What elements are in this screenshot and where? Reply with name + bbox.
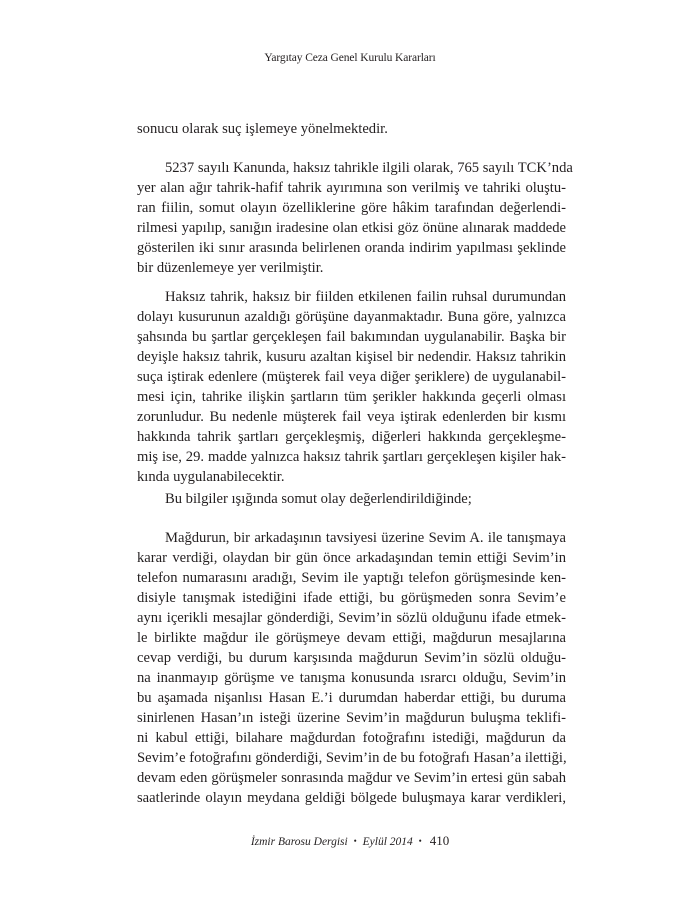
running-header: Yargıtay Ceza Genel Kurulu Kararları xyxy=(264,52,436,64)
text-line: gösterilen iki sınır arasında belirlenen oranda indirim yapılması şeklinde xyxy=(137,240,566,256)
text-line: karar verdiği, olaydan bir gün önce arkadaşından temin ettiği Sevim’in xyxy=(137,550,566,566)
text-line: sinirlenen Hasan’ın isteği üzerine Sevim’in mağdurun buluşma teklifi- xyxy=(137,710,566,726)
text-line: ran fiilin, somut olayın özelliklerine göre hâkim tarafından değerlendi- xyxy=(137,200,566,216)
text-line: na inanmayıp görüşme ve tanışma konusunda ısrarcı olduğu, Sevim’in xyxy=(137,670,566,686)
text-line: telefon numarasını aradığı, Sevim ile yaptığı telefon görüşmesinde ken- xyxy=(137,570,566,586)
text-line: şahsında bu şartlar gerçekleşen fail bakımından uygulanabilir. Başka bir xyxy=(137,329,566,345)
issue-date: Eylül 2014 xyxy=(362,836,413,848)
text-line: Mağdurun, bir arkadaşının tavsiyesi üzerine Sevim A. ile tanışmaya xyxy=(165,530,566,546)
text-line: kında uygulanabilecektir. xyxy=(137,469,285,485)
text-line: Sevim’e fotoğrafını gönderdiği, Sevim’in de bu fotoğrafı Hasan’a ilettiği, xyxy=(137,750,567,766)
text-line: 5237 sayılı Kanunda, haksız tahrikle ilgili olarak, 765 sayılı TCK’nda xyxy=(165,160,573,176)
separator-bullet: • xyxy=(418,836,422,846)
page-footer xyxy=(0,833,700,849)
text-line: zorunludur. Bu nedenle müşterek fail veya iştirak edenlerden bir kısmı xyxy=(137,409,566,425)
text-line: bir düzenlemeye yer verilmiştir. xyxy=(137,260,324,276)
text-line: suça iştirak edenlere (müşterek fail veya diğer şeriklere) de uygulanabil- xyxy=(137,369,566,385)
text-line: devam eden görüşmeler sonrasında mağdur ve Sevim’in ertesi gün sabah xyxy=(137,770,566,786)
text-line: dolayı kusurunun azaldığı görüşüne dayanmaktadır. Buna göre, yalnızca xyxy=(137,309,566,325)
separator-bullet: • xyxy=(353,836,357,846)
text-line: Bu bilgiler ışığında somut olay değerlendirildiğinde; xyxy=(165,491,472,507)
text-line: sonucu olarak suç işlemeye yönelmektedir. xyxy=(137,121,388,137)
text-line: yer alan ağır tahrik-hafif tahrik ayırımına son verilmiş ve tahriki oluştu- xyxy=(137,180,566,196)
text-line: deyişle haksız tahrik, kusuru azaltan kişisel bir nedendir. Haksız tahrikin xyxy=(137,349,566,365)
text-line: Haksız tahrik, haksız bir fiilden etkilenen failin ruhsal durumundan xyxy=(165,289,566,305)
text-line: miş ise, 29. madde yalnızca haksız tahrik şartları gerçekleşen kişiler hak- xyxy=(137,449,566,465)
text-line: hakkında tahrik şartları gerçekleşmiş, diğerleri hakkında gerçekleşme- xyxy=(137,429,566,445)
text-line: bu aşamada nişanlısı Hasan E.’i durumdan haberdar ettiği, bu duruma xyxy=(137,690,566,706)
text-line: mesi için, tahrike ilişkin şartların tüm şerikler hakkında geçerli olması xyxy=(137,389,566,405)
text-line: disiyle tanışmak istediğini ifade ettiği, bu görüşmeden sonra Sevim’e xyxy=(137,590,566,606)
text-line: aynı içerikli mesajlar gönderdiği, Sevim’in sözlü olduğunu ifade etmek- xyxy=(137,610,566,626)
page-number: 410 xyxy=(429,833,450,848)
journal-name: İzmir Barosu Dergisi xyxy=(250,836,348,848)
text-line: rilmesi yapılıp, sanığın iradesine olan etkisi göz önüne alınarak maddede xyxy=(137,220,566,236)
text-line: le birlikte mağdur ile görüşmeye devam ettiği, mağdurun mesajlarına xyxy=(137,630,566,646)
text-line: saatlerinde olayın meydana geldiği bölgede buluşmaya karar verdikleri, xyxy=(137,790,566,806)
text-line: cevap verdiği, bu durum karşısında mağdurun Sevim’in sözlü olduğu- xyxy=(137,650,566,666)
text-line: ni kabul ettiği, bilahare mağdurdan fotoğrafını istediği, mağdurun da xyxy=(137,730,566,746)
